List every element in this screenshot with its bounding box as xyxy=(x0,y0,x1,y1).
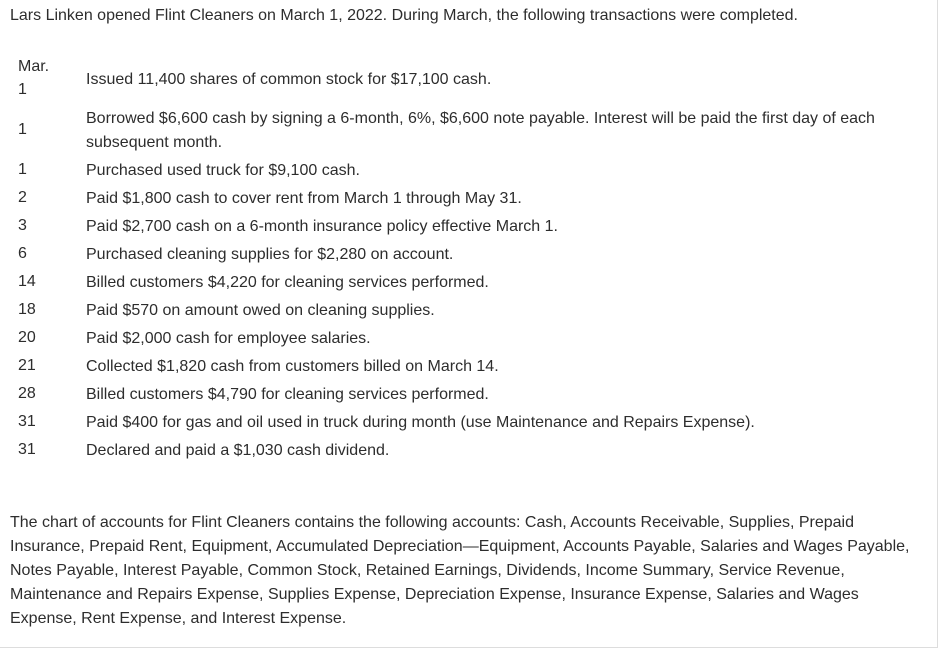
transaction-text: Collected $1,820 cash from customers billed on March 14. xyxy=(86,358,499,375)
transaction-date: 28 xyxy=(18,385,36,402)
transaction-text: Borrowed $6,600 cash by signing a 6-month, 6%, $6,600 note payable. Interest will be paid the first day of each subsequent month. xyxy=(86,110,875,151)
intro-text: Lars Linken opened Flint Cleaners on March 1, 2022. During March, the following transactions were completed. xyxy=(10,7,798,24)
transaction-text: Declared and paid a $1,030 cash dividend. xyxy=(86,442,390,459)
transaction-text: Purchased used truck for $9,100 cash. xyxy=(86,162,360,179)
transaction-text: Paid $2,700 cash on a 6-month insurance policy effective March 1. xyxy=(86,218,558,235)
transaction-text: Purchased cleaning supplies for $2,280 on account. xyxy=(86,246,454,263)
transaction-date: 2 xyxy=(18,189,27,206)
transaction-date: 21 xyxy=(18,357,36,374)
transaction-date: 18 xyxy=(18,301,36,318)
transaction-date: 31 xyxy=(18,413,36,430)
transaction-text: Paid $1,800 cash to cover rent from March 1 through May 31. xyxy=(86,190,522,207)
transaction-date: 1 xyxy=(18,161,27,178)
transaction-text: Billed customers $4,220 for cleaning services performed. xyxy=(86,274,489,291)
transaction-text: Issued 11,400 shares of common stock for $17,100 cash. xyxy=(86,71,492,88)
chart-of-accounts-text: The chart of accounts for Flint Cleaners contains the following accounts: Cash, Accounts Receivable, Supplies, Prepaid Insurance, Prepaid Rent, Equipment, Accumulated Depreciation—Equipment, Accounts Payable, Salaries and Wages Payable, Notes Payable, Interest Payable, Common Stock, Retained Earnings, Dividends, Income Summary, Service Revenue, Maintenance and Repairs Expense, Supplies Expense, Depreciation Expense, Insurance Expense, Salaries and Wages Expense, Rent Expense, and Interest Expense. xyxy=(10,514,910,627)
transaction-date: 14 xyxy=(18,273,36,290)
transaction-date: 6 xyxy=(18,245,27,262)
transaction-date: 20 xyxy=(18,329,36,346)
transaction-text: Billed customers $4,790 for cleaning services performed. xyxy=(86,386,489,403)
transaction-text: Paid $2,000 cash for employee salaries. xyxy=(86,330,371,347)
transaction-date: 1 xyxy=(18,81,27,98)
transaction-date: 3 xyxy=(18,217,27,234)
transaction-text: Paid $570 on amount owed on cleaning supplies. xyxy=(86,302,435,319)
month-label: Mar. xyxy=(18,58,50,75)
transaction-date: 1 xyxy=(18,121,27,138)
transaction-date: 31 xyxy=(18,441,36,458)
transaction-text: Paid $400 for gas and oil used in truck during month (use Maintenance and Repairs Expense). xyxy=(86,414,755,431)
